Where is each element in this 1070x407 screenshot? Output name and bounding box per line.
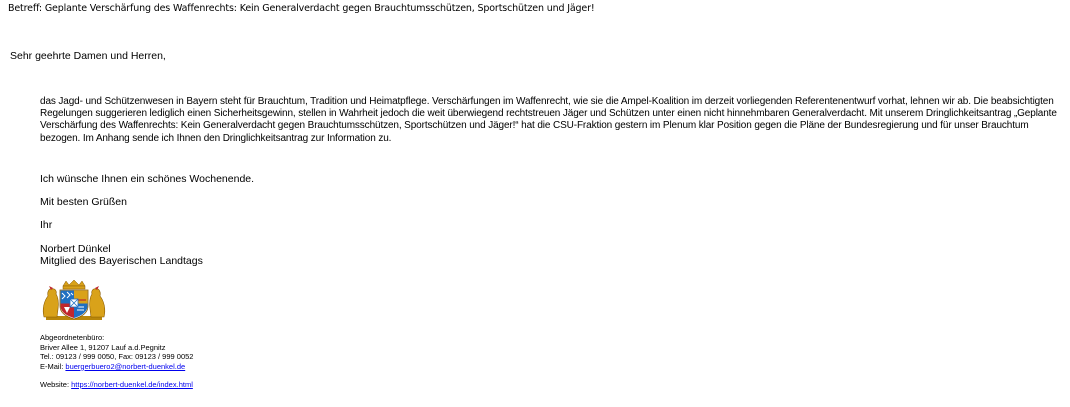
- office-address: Briver Allee 1, 91207 Lauf a.d.Pegnitz: [40, 342, 166, 352]
- closing-ihr: Ihr: [40, 219, 53, 231]
- sender-title: Mitglied des Bayerischen Landtags: [40, 255, 203, 267]
- body-paragraph: das Jagd- und Schützenwesen in Bayern steht für Brauchtum, Tradition und Heimatpflege. Verschärfungen im Waffenrecht, wie sie die Ampel-Koalition im derzeit vorliegenden Referentenentwurf vorhat, lehnen wir ab. Die beabsichtigten Regelungen suggerieren lediglich einen Sicherheitsgewinn, stellen in Wahrheit jedoch die weit überwiegend rechtstreuen Jäger und Schützen unter einen nicht hinnehmbaren Generalverdacht. Mit unserem Dringlichkeitsantrag „Geplante Verschärfung des Waffenrechts: Kein Generalverdacht gegen Brauchtumsschützen, Sportschützen und Jäger!“ hat die CSU-Fraktion gestern im Plenum klar Position gegen die Pläne der Bundesregierung und für unser Brauchtum bezogen. Im Anhang sende ich Ihnen den Dringlichkeitsantrag zur Information zu.: [40, 96, 1057, 144]
- office-email-line: [40, 362, 193, 372]
- office-phone-fax: Tel.: 09123 / 999 0050, Fax: 09123 / 999 0052: [40, 352, 194, 362]
- office-contact-block: [40, 333, 193, 371]
- weekend-wish: Ich wünsche Ihnen ein schönes Wochenende.: [40, 173, 255, 185]
- bavarian-coat-of-arms-icon: [40, 279, 108, 321]
- email-label: E-Mail:: [40, 361, 66, 371]
- office-label: Abgeordnetenbüro:: [40, 333, 105, 342]
- website-line: [40, 380, 193, 389]
- website-label: Website:: [40, 380, 72, 389]
- email-subject: Betreff: Geplante Verschärfung des Waffenrechts: Kein Generalverdacht gegen Brauchtumsschützen, Sportschützen und Jäger!: [8, 3, 595, 14]
- salutation: Sehr geehrte Damen und Herren,: [10, 50, 166, 62]
- website-link[interactable]: https://norbert-duenkel.de/index.html: [71, 380, 193, 389]
- closing: Mit besten Grüßen: [40, 196, 127, 208]
- email-link[interactable]: buergerbuero2@norbert-duenkel.de: [65, 361, 186, 371]
- sender-name: Norbert Dünkel: [40, 243, 111, 255]
